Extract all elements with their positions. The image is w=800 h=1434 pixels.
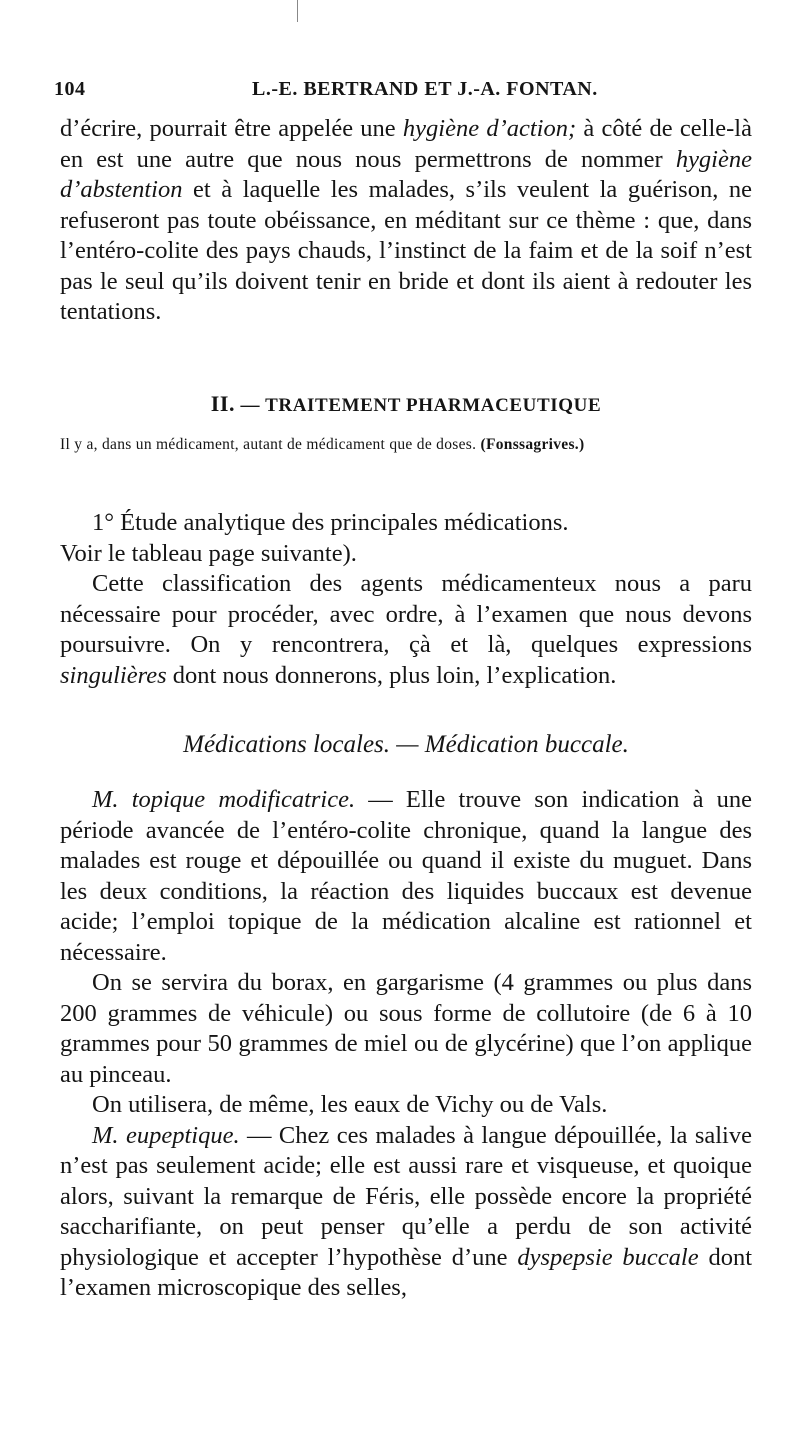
topique-paragraph xyxy=(60,785,752,968)
intro-emphasis-2: hygiène d’abstention xyxy=(60,145,752,203)
epigraph-text: Il y a, dans un médicament, autant de médicament que de doses. xyxy=(60,436,477,453)
eupeptique-paragraph xyxy=(60,1121,752,1304)
eupeptique-text-1: — Chez ces malades à langue dépouillée, la salive n’est pas seulement acide; elle est aussi rare et visqueuse, et quoique alors, suivant la remarque de Féris, elle possède encore la propriété saccharifiante, on peut penser qu’elle a perdu de son activité physiologique et accepter l’hypothèse d’une xyxy=(60,1121,752,1271)
eupeptique-emphasis: dyspepsie buccale xyxy=(517,1243,699,1271)
study-paragraph xyxy=(60,569,752,691)
intro-text-1: d’écrire, pourrait être appelée une xyxy=(60,115,403,142)
eupeptique-label: M. eupeptique. xyxy=(92,1121,240,1149)
borax-paragraph: On se servira du borax, en gargarisme (4 grammes ou plus dans 200 grammes de véhicule) ou sous forme de collutoire (de 6 à 10 grammes pour 50 grammes de miel ou de glycérine) que l’on applique au pinceau. xyxy=(60,969,752,1088)
epigraph-author: (Fonssagrives.) xyxy=(480,436,585,453)
study-heading: 1° Étude analytique des principales médications. xyxy=(92,509,569,536)
section-title-text: TRAITEMENT PHARMACEUTIQUE xyxy=(265,395,602,416)
section-numeral: II. xyxy=(210,391,236,416)
running-header xyxy=(52,78,752,104)
study-text-2: dont nous donnerons, plus loin, l’explication. xyxy=(166,661,617,689)
intro-emphasis-1: hygiène d’action; xyxy=(402,115,577,142)
epigraph xyxy=(60,436,752,454)
section-title xyxy=(60,391,752,417)
page-number: 104 xyxy=(54,78,86,100)
study-emphasis: singulières xyxy=(60,661,167,689)
page-fold-mark xyxy=(297,0,298,22)
body-paragraphs xyxy=(60,785,752,1304)
topique-text: — Elle trouve son indication à une période avancée de l’entéro-colite chronique, quand la langue des malades est rouge et dépouillée ou quand il existe du muguet. Dans les deux conditions, la réaction des liquides buccaux est devenue acide; l’emploi topique de la médication alcaline est rationnel et nécessaire. xyxy=(60,786,752,966)
study-text-1: Cette classification des agents médicamenteux nous a paru nécessaire pour procéder, avec ordre, à l’examen que nous devons poursuivre. On y rencontrera, çà et là, quelques expressions xyxy=(60,570,752,658)
running-header-authors: L.-E. BERTRAND ET J.-A. FONTAN. xyxy=(252,78,598,100)
vichy-paragraph: On utilisera, de même, les eaux de Vichy ou de Vals. xyxy=(92,1091,608,1118)
intro-text-3: et à laquelle les malades, s’ils veulent la guérison, ne refuseront pas toute obéissance, en méditant sur ce thème : que, dans l’entéro-colite des pays chauds, l’instinct de la faim et de la soif n’est pas le seul qu’ils doivent tenir en bride et dont ils aient à redouter les tentations. xyxy=(60,176,752,325)
study-section xyxy=(60,508,752,691)
topique-label: M. topique modificatrice. xyxy=(92,786,356,813)
subheading-local-medications: Médications locales. — Médication buccale. xyxy=(183,731,629,758)
study-table-reference: Voir le tableau page suivante). xyxy=(60,539,357,567)
section-dash: — xyxy=(235,395,266,416)
intro-text-2: à côté de celle-là en est une autre que nous nous permettrons de nommer xyxy=(60,115,752,173)
eupeptique-text-2: dont l’examen microscopique des selles, xyxy=(60,1243,752,1301)
intro-paragraph xyxy=(60,114,752,328)
